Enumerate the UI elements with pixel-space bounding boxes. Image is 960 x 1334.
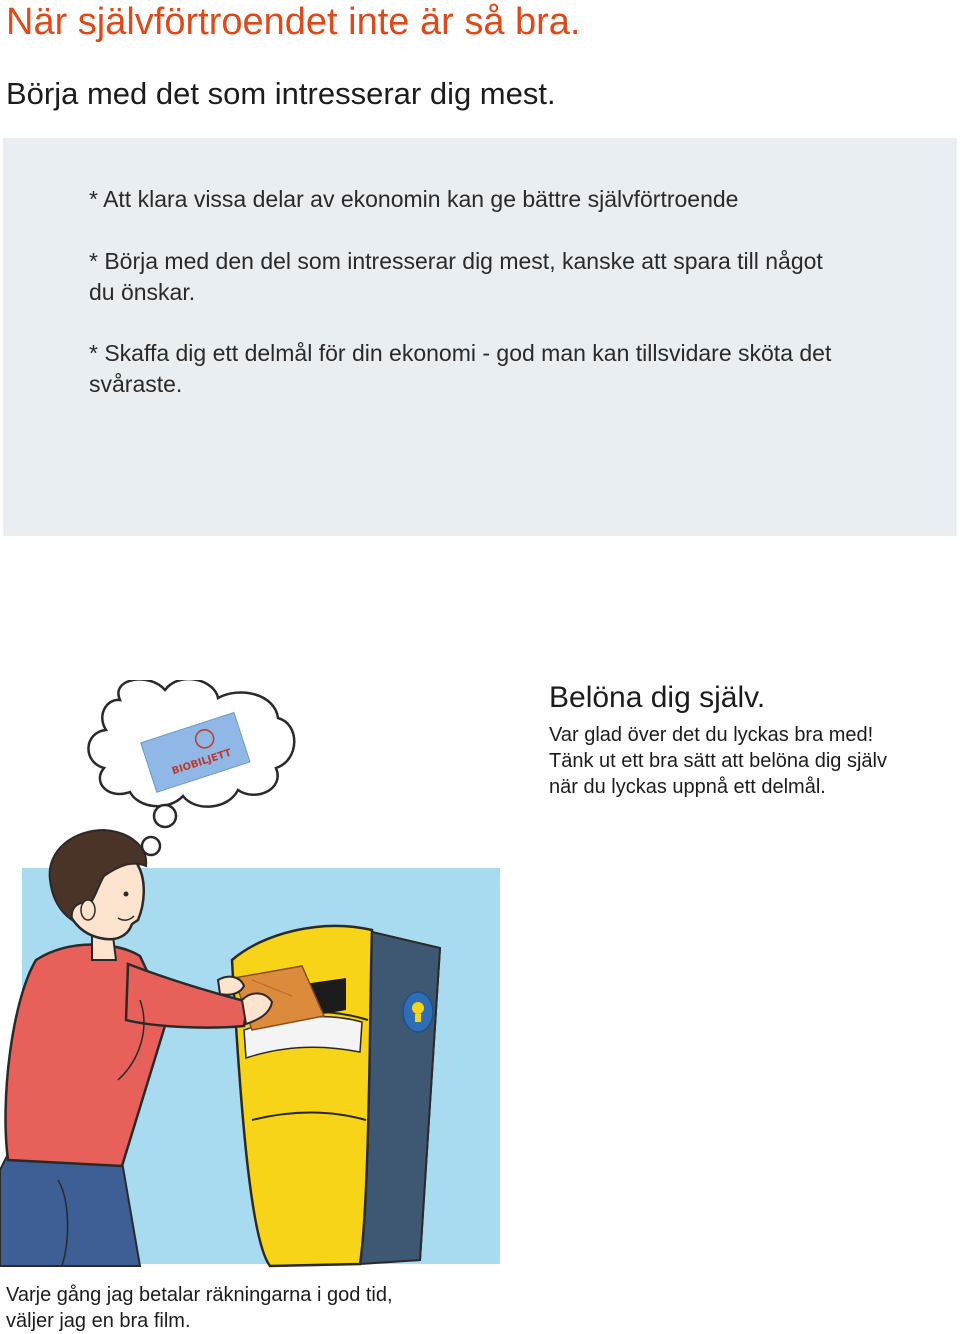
tip-item: * Att klara vissa delar av ekonomin kan ge bättre självförtroende <box>89 186 739 212</box>
ticket-label: BIOBILJETT <box>170 747 233 778</box>
reward-heading: Belöna dig själv. <box>549 681 766 714</box>
reward-text-line: när du lyckas uppnå ett delmål. <box>549 776 826 798</box>
reward-text <box>549 722 939 800</box>
tip-item: * Börja med den del som intresserar dig mest, kanske att spara till något du önskar. <box>89 248 823 305</box>
caption-line: väljer jag en bra film. <box>6 1310 191 1332</box>
page-title: När självförtroendet inte är så bra. <box>6 1 581 43</box>
reward-text-line: Tänk ut ett bra sätt att belöna dig själv <box>549 750 887 772</box>
mailbox-illustration <box>0 680 510 1270</box>
caption <box>6 1282 393 1334</box>
reward-text-line: Var glad över det du lyckas bra med! <box>549 724 874 746</box>
page-subtitle: Börja med det som intresserar dig mest. <box>6 76 556 111</box>
caption-line: Varje gång jag betalar räkningarna i god tid, <box>6 1284 393 1306</box>
tips-box <box>3 138 957 536</box>
tip-item: * Skaffa dig ett delmål för din ekonomi - god man kan tillsvidare sköta det svåraste. <box>89 340 832 397</box>
